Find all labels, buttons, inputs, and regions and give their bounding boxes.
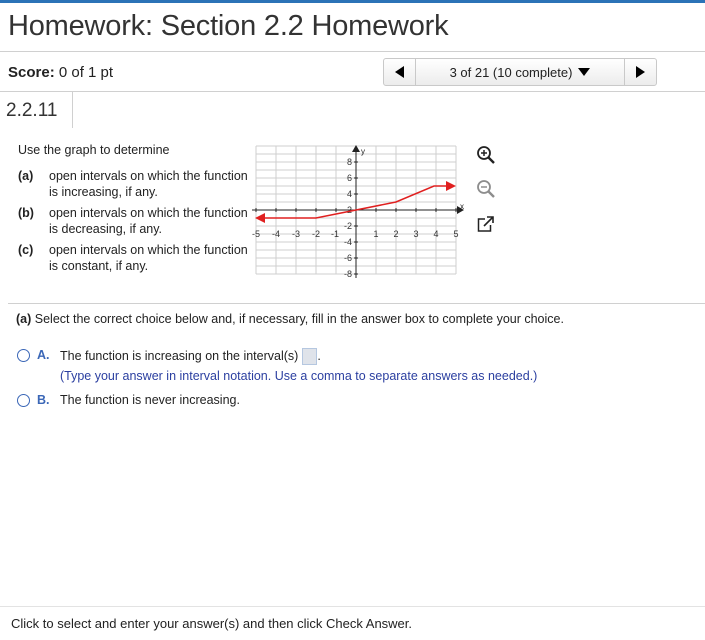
part-text: open intervals on which the function is constant, if any.	[49, 243, 248, 273]
divider	[0, 606, 705, 607]
x-tick-label: 2	[393, 229, 399, 239]
part-label: (b)	[18, 206, 34, 220]
part-label: (c)	[18, 243, 34, 257]
y-tick-label: 2	[346, 205, 352, 215]
part-a-item	[18, 168, 248, 200]
question-position: 3 of 21 (10 complete)	[449, 64, 573, 80]
score-value: 0 of 1 pt	[58, 64, 114, 81]
choice-a[interactable]	[17, 348, 537, 383]
x-tick-label: 4	[433, 229, 439, 239]
choice-b[interactable]	[17, 393, 240, 407]
y-tick-label: 4	[346, 189, 352, 199]
divider	[8, 303, 705, 304]
y-tick-label: -8	[343, 269, 352, 279]
score-label: Score:	[8, 64, 55, 81]
question-selector-dropdown[interactable]	[416, 58, 624, 86]
next-question-button[interactable]	[624, 58, 657, 86]
y-tick-label: -6	[343, 253, 352, 263]
y-tick-label: -4	[343, 237, 352, 247]
choice-a-hint: (Type your answer in interval notation. Use a comma to separate answers as needed.)	[60, 369, 538, 383]
y-axis-label: y	[361, 147, 365, 156]
y-tick-label: 6	[346, 173, 352, 183]
choice-b-text: The function is never increasing.	[60, 393, 240, 407]
divider	[0, 51, 705, 52]
x-tick-label: -2	[311, 229, 321, 239]
question-navigation	[383, 58, 657, 86]
dropdown-arrow-icon	[578, 68, 590, 76]
choice-a-letter: A.	[37, 348, 50, 362]
interval-answer-input[interactable]	[302, 348, 317, 365]
choice-a-body: The function is increasing on the interval(s) . (Type your answer in interval notation. Use a comma to separate answers as needed.)	[60, 348, 538, 383]
x-tick-label: -1	[330, 229, 340, 239]
divider	[72, 92, 73, 128]
footer-instructions: Click to select and enter your answer(s) and then click Check Answer.	[11, 616, 413, 631]
zoom-out-icon[interactable]	[476, 179, 496, 199]
function-graph[interactable]	[246, 145, 471, 280]
question-number: 2.2.11	[6, 100, 58, 121]
x-tick-label: -4	[271, 229, 281, 239]
x-tick-label: 3	[413, 229, 419, 239]
popout-icon[interactable]	[476, 214, 496, 234]
x-tick-label: -3	[291, 229, 301, 239]
part-text: open intervals on which the function is increasing, if any.	[49, 169, 248, 199]
previous-arrow-icon	[395, 66, 404, 78]
part-a-label: (a)	[16, 312, 32, 326]
instructions-intro: Use the graph to determine	[18, 143, 170, 157]
x-tick-label: 1	[373, 229, 379, 239]
choice-b-letter: B.	[37, 393, 50, 407]
choice-b-radio[interactable]	[17, 394, 30, 407]
part-label: (a)	[18, 169, 34, 183]
choice-a-radio[interactable]	[17, 349, 30, 362]
y-tick-label: 8	[346, 157, 352, 167]
question-instructions	[18, 143, 248, 279]
part-c-item	[18, 242, 248, 274]
right-end-arrow-icon	[446, 181, 456, 191]
divider	[0, 91, 705, 92]
choice-a-text: The function is increasing on the interval(s)	[60, 348, 299, 363]
x-tick-label: -5	[251, 229, 261, 239]
y-tick-label: -2	[343, 221, 352, 231]
graph-axes	[252, 149, 459, 278]
x-tick-label: 5	[453, 229, 459, 239]
part-text: open intervals on which the function is decreasing, if any.	[49, 206, 248, 236]
next-arrow-icon	[636, 66, 645, 78]
part-a-instructions: Select the correct choice below and, if necessary, fill in the answer box to complete your choice.	[34, 312, 564, 326]
part-a-prompt	[16, 312, 564, 326]
score	[8, 64, 113, 81]
top-accent-bar	[0, 0, 705, 3]
zoom-in-icon[interactable]	[476, 145, 496, 165]
page-title: Homework: Section 2.2 Homework	[8, 10, 449, 42]
part-b-item	[18, 205, 248, 237]
previous-question-button[interactable]	[383, 58, 416, 86]
x-axis-label: x	[460, 202, 464, 211]
